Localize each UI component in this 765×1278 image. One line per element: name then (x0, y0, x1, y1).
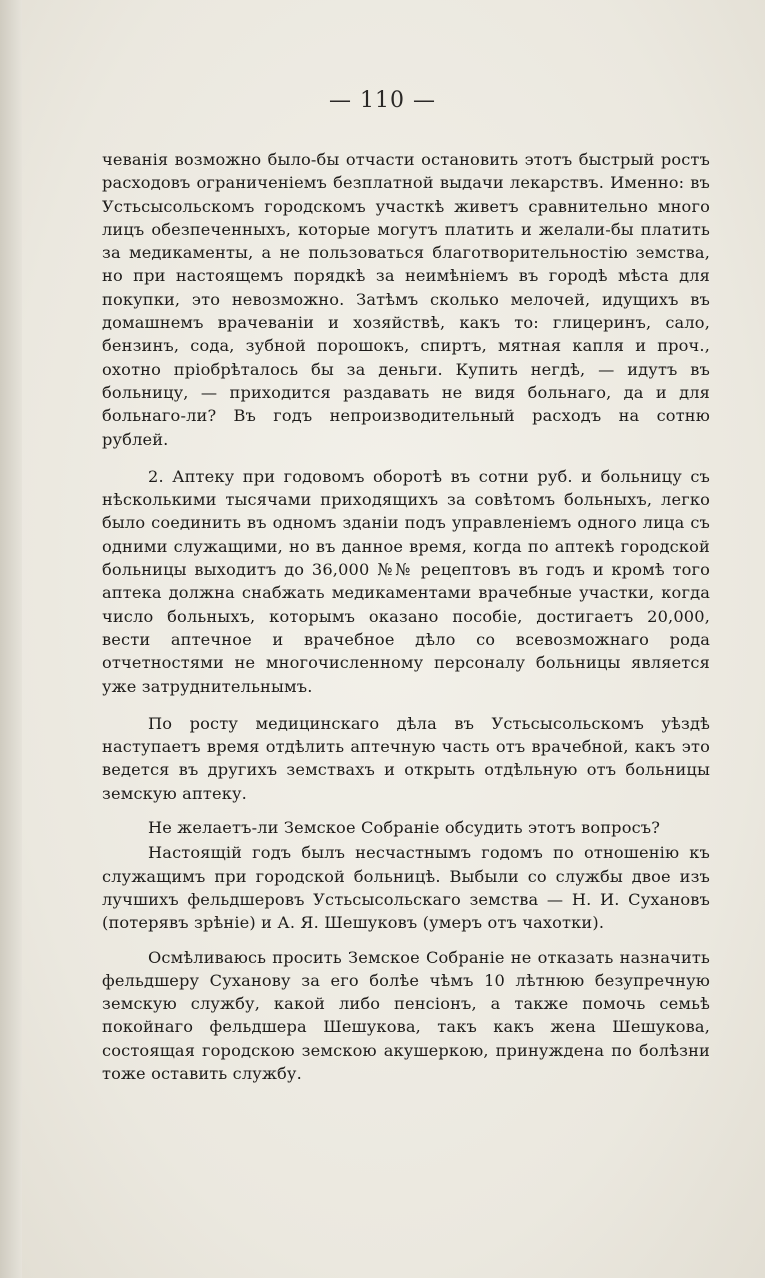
page-gutter-shadow (0, 0, 22, 1278)
paragraph-5: Настоящій годъ былъ несчастнымъ годомъ по отношенію къ служащимъ при городской больницѣ. Выбыли со службы двое изъ лучшихъ фельдшеровъ Устьсысольскаго земства — Н. И. Сухановъ (потерявъ зрѣніе) и А. Я. Шешуковъ (умеръ отъ чахотки). (102, 843, 710, 933)
paragraph-1: чеванія возможно было-бы отчасти остановить этотъ быстрый ростъ расходовъ ограниченіемъ безплатной выдачи лекарствъ. Именно: въ Устьсысольскомъ городскомъ участкѣ живетъ сравнительно много лицъ обезпеченныхъ, которые могутъ платить и желали-бы платить за медикаменты, а не пользоваться благотворительностію земства, но при настоящемъ порядкѣ за неимѣніемъ въ городѣ мѣста для покупки, это невозможно. Затѣмъ сколько мелочей, идущихъ въ домашнемъ врачеваніи и хозяйствѣ, какъ то: глицеринъ, сало, бензинъ, сода, зубной порошокъ, спиртъ, мятная капля и проч., охотно пріобрѣталось бы за деньги. Купить негдѣ, — идутъ въ больницу, — приходится раздавать не видя больнаго, да и для больнаго-ли? Въ годъ непроизводительный расходъ на сотню рублей. (102, 150, 710, 449)
paragraph-3: По росту медицинскаго дѣла въ Устьсысольскомъ уѣздѣ наступаетъ время отдѣлить аптечную часть отъ врачебной, какъ это ведется въ другихъ земствахъ и открыть отдѣльную отъ больницы земскую аптеку. (102, 713, 710, 803)
body-text (102, 148, 710, 1085)
paragraph-4: Не желаетъ-ли Земское Собраніе обсудить этотъ вопросъ? (148, 818, 661, 838)
paragraph-2: 2. Аптеку при годовомъ оборотѣ въ сотни руб. и больницу съ нѣсколькими тысячами приходящихъ за совѣтомъ больныхъ, легко было соединить въ одномъ зданіи подъ управленіемъ одного лица съ одними служащими, но въ данное время, когда по аптекѣ городской больницы выходитъ до 36,000 №№ рецептовъ въ годъ и кромѣ того аптека должна снабжать медикаментами врачебные участки, когда число больныхъ, которымъ оказано пособіе, достигаетъ 20,000, вести аптечное и врачебное дѣло со всевозможнаго рода отчетностями не многочисленному персоналу больницы является уже затруднительнымъ. (102, 466, 710, 696)
paragraph-6: Осмѣливаюсь просить Земское Собраніе не отказать назначить фельдшеру Суханову за его болѣе чѣмъ 10 лѣтнюю безупречную земскую службу, какой либо пенсіонъ, а также помочь семьѣ покойнаго фельдшера Шешукова, такъ какъ жена Шешукова, состоящая городскою земскою акушеркою, принуждена по болѣзни тоже оставить службу. (102, 947, 710, 1083)
page-number: — 110 — (329, 88, 436, 113)
